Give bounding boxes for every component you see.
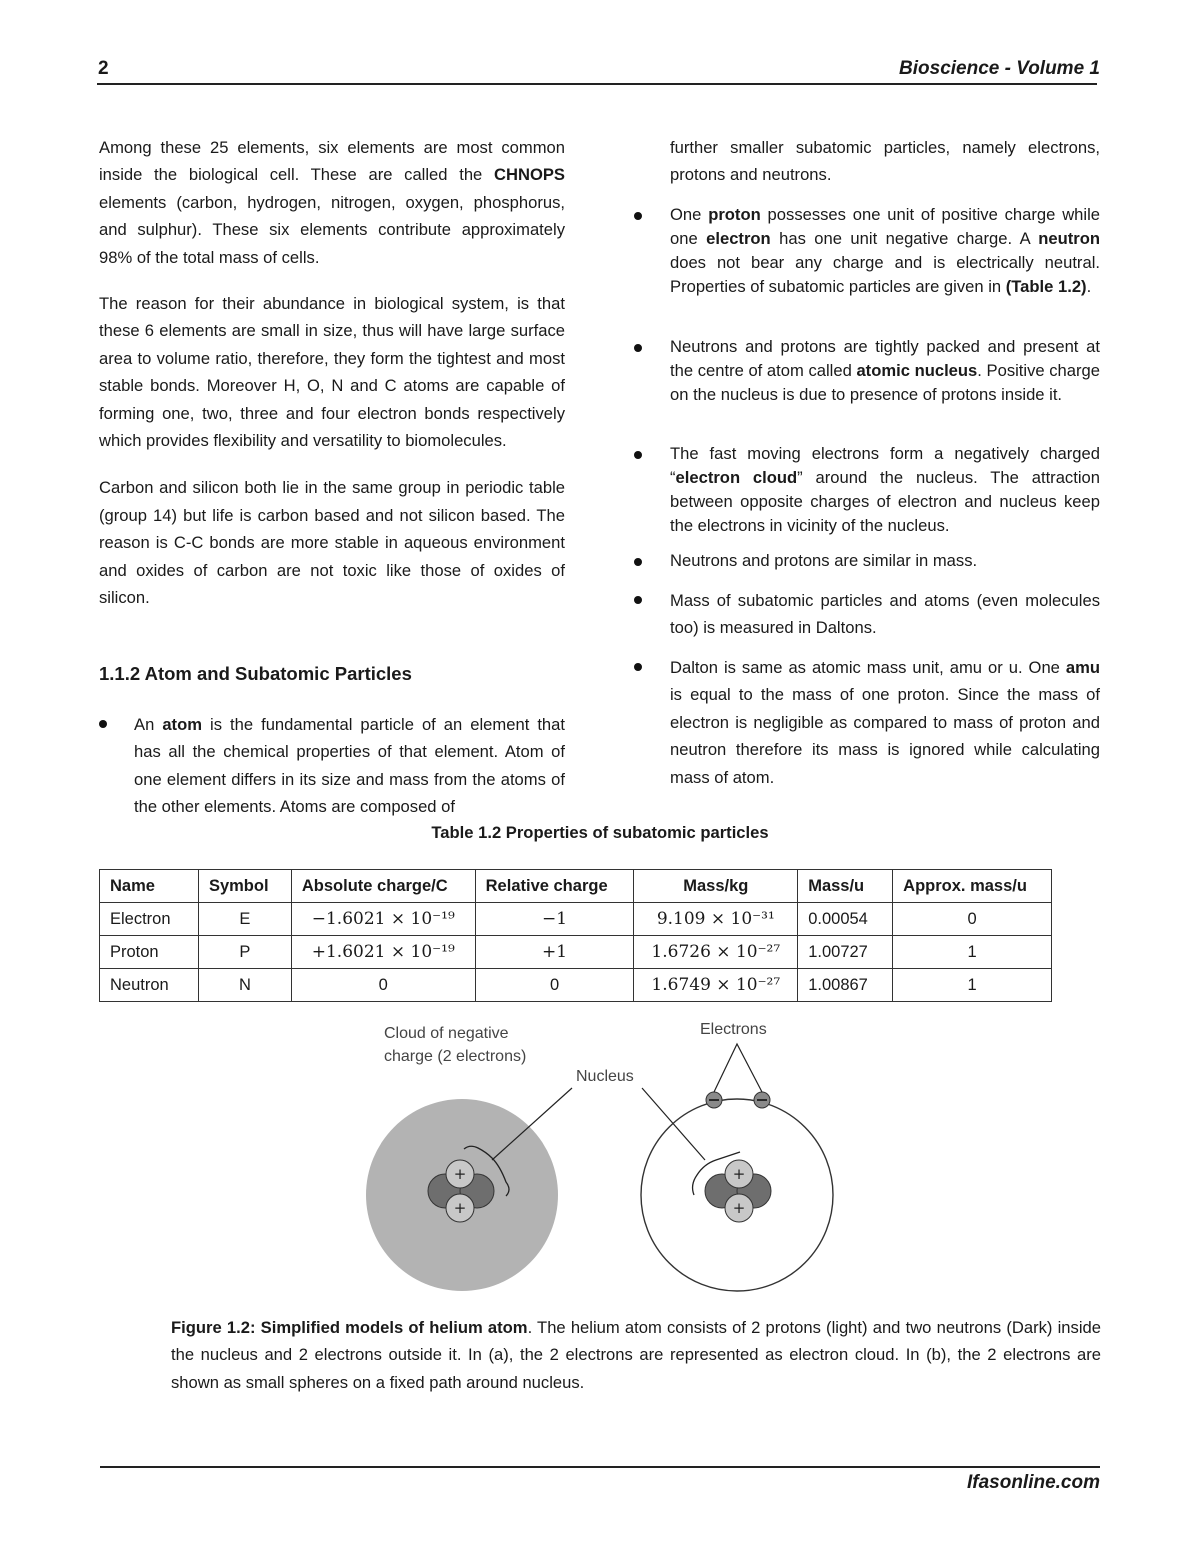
- cell-symbol: P: [198, 936, 291, 969]
- bold-term: proton: [708, 205, 761, 224]
- bold-term: Figure 1.2: Simplified models of helium atom: [171, 1318, 528, 1337]
- bold-term: electron: [706, 229, 771, 248]
- bold-term: (Table 1.2): [1005, 277, 1087, 296]
- svg-text:+: +: [453, 1165, 467, 1183]
- table-row: [100, 936, 1052, 969]
- bullet-text: The fast moving electrons form a negatively charged “electron cloud” around the nucleus. The attraction between opposite charges of electron and nucleus keep the electrons in vicinity of the nucleus.: [670, 444, 1100, 535]
- bold-term: CHNOPS: [494, 165, 565, 185]
- paragraph-continuation: further smaller subatomic particles, namely electrons, protons and neutrons.: [670, 138, 1100, 185]
- cell-mass-kg: 1.6749 × 10⁻²⁷: [634, 969, 798, 1002]
- bullet-text: Dalton is same as atomic mass unit, amu or u. One amu is equal to the mass of one proton. Since the mass of electron is negligible as compared to mass of proton and neutron therefore its mass is ignored while calculating mass of atom.: [670, 658, 1100, 787]
- bullet-atom: [99, 711, 565, 821]
- nucleus-pointer-line: [642, 1088, 705, 1160]
- cell-symbol: E: [198, 903, 291, 936]
- bullet-dot: [634, 451, 642, 459]
- cell-relative-charge: 0: [475, 969, 634, 1002]
- svg-text:+: +: [453, 1199, 467, 1217]
- bold-term: electron cloud: [675, 468, 798, 487]
- cell-absolute-charge: 0: [291, 969, 475, 1002]
- bullet-dot: [634, 596, 642, 604]
- cloud-label-2: charge (2 electrons): [384, 1048, 527, 1065]
- bullet-text: Neutrons and protons are similar in mass.: [670, 551, 978, 570]
- cell-approx-mass: 0: [893, 903, 1052, 936]
- footer-rule: [100, 1466, 1100, 1468]
- table-header-row: [100, 870, 1052, 903]
- table-caption: Table 1.2 Properties of subatomic particles: [431, 823, 769, 842]
- bullet-dot: [634, 663, 642, 671]
- cell-name: Electron: [100, 903, 199, 936]
- bullet-text: Mass of subatomic particles and atoms (even molecules too) is measured in Daltons.: [670, 591, 1100, 638]
- header-mass-u: Mass/u: [798, 870, 893, 903]
- helium-atom-figure: [0, 1010, 1200, 1310]
- header-approx-mass: Approx. mass/u: [893, 870, 1052, 903]
- right-column-continuation: [670, 134, 1100, 189]
- section-heading: 1.1.2 Atom and Subatomic Particles: [99, 663, 412, 684]
- bullet-text: Neutrons and protons are tightly packed and present at the centre of atom called atomic nucleus. Positive charge on the nucleus is due to presence of protons inside it.: [670, 337, 1100, 404]
- cell-absolute-charge: +1.6021 × 10⁻¹⁹: [291, 936, 475, 969]
- nucleus-label: Nucleus: [576, 1068, 634, 1085]
- header-absolute-charge: Absolute charge/C: [291, 870, 475, 903]
- bold-term: neutron: [1038, 229, 1100, 248]
- nucleus-b: [693, 1152, 771, 1222]
- header-mass-kg: Mass/kg: [634, 870, 798, 903]
- header-relative-charge: Relative charge: [475, 870, 634, 903]
- header-rule: [97, 83, 1097, 85]
- bold-term: amu: [1065, 658, 1100, 677]
- paragraph-chnops: Among these 25 elements, six elements are most common inside the biological cell. These are called the CHNOPS elements (carbon, hydrogen, nitrogen, oxygen, phosphorus, and sulphur). These six elements contribute approximately 98% of the total mass of cells.: [99, 138, 565, 267]
- header-symbol: Symbol: [198, 870, 291, 903]
- subatomic-properties-table: [99, 869, 1052, 1002]
- table-row: [100, 969, 1052, 1002]
- bullet-dot: [634, 558, 642, 566]
- electrons-pointer: [714, 1044, 762, 1092]
- cell-absolute-charge: −1.6021 × 10⁻¹⁹: [291, 903, 475, 936]
- footer-site: Ifasonline.com: [966, 1472, 1100, 1493]
- cell-name: Proton: [100, 936, 199, 969]
- cell-approx-mass: 1: [893, 969, 1052, 1002]
- bullet-text: One proton possesses one unit of positive charge while one electron has one unit negative charge. A neutron does not bear any charge and is electrically neutral. Properties of subatomic particles are given in (Table 1.2).: [670, 205, 1101, 296]
- paragraph-abundance: The reason for their abundance in biological system, is that these 6 elements are small in size, thus will have large surface area to volume ratio, therefore, they form the tightest and most stable bonds. Moreover H, O, N and C atoms are capable of forming one, two, three and four electron bonds respectively which provides flexibility and versatility to biomolecules.: [99, 294, 565, 451]
- left-column: [99, 134, 565, 612]
- electrons-label: Electrons: [700, 1021, 767, 1038]
- cell-mass-u: 1.00727: [798, 936, 893, 969]
- paragraph-carbon-silicon: Carbon and silicon both lie in the same group in periodic table (group 14) but life is carbon based and not silicon based. The reason is C-C bonds are more stable in aqueous environment and oxides of carbon are not toxic like those of oxides of silicon.: [99, 478, 565, 608]
- cell-mass-u: 0.00054: [798, 903, 893, 936]
- cell-symbol: N: [198, 969, 291, 1002]
- bullet-text: An atom is the fundamental particle of an element that has all the chemical properties of that element. Atom of one element differs in its size and mass from the atoms of the other elements. Atoms are composed of: [134, 715, 565, 817]
- bullet-dot: [634, 344, 642, 352]
- bold-term: atomic nucleus: [856, 361, 978, 380]
- bold-term: atom: [162, 715, 202, 734]
- book-title: Bioscience - Volume 1: [899, 58, 1100, 79]
- page-number: 2: [98, 58, 109, 79]
- cell-mass-u: 1.00867: [798, 969, 893, 1002]
- cell-relative-charge: −1: [475, 903, 634, 936]
- svg-text:+: +: [732, 1199, 746, 1217]
- table-row: [100, 903, 1052, 936]
- cell-approx-mass: 1: [893, 936, 1052, 969]
- bullet-dot: [99, 720, 107, 728]
- cell-name: Neutron: [100, 969, 199, 1002]
- header-name: Name: [100, 870, 199, 903]
- cell-relative-charge: +1: [475, 936, 634, 969]
- cell-mass-kg: 9.109 × 10⁻³¹: [634, 903, 798, 936]
- cloud-label: Cloud of negative: [384, 1025, 509, 1042]
- svg-text:+: +: [732, 1165, 746, 1183]
- cell-mass-kg: 1.6726 × 10⁻²⁷: [634, 936, 798, 969]
- bullet-dot: [634, 212, 642, 220]
- figure-caption: Figure 1.2: Simplified models of helium atom. The helium atom consists of 2 protons (light) and two neutrons (Dark) inside the nucleus and 2 electrons outside it. In (a), the 2 electrons are represented as electron cloud. In (b), the 2 electrons are shown as small spheres on a fixed path around nucleus.: [171, 1318, 1101, 1392]
